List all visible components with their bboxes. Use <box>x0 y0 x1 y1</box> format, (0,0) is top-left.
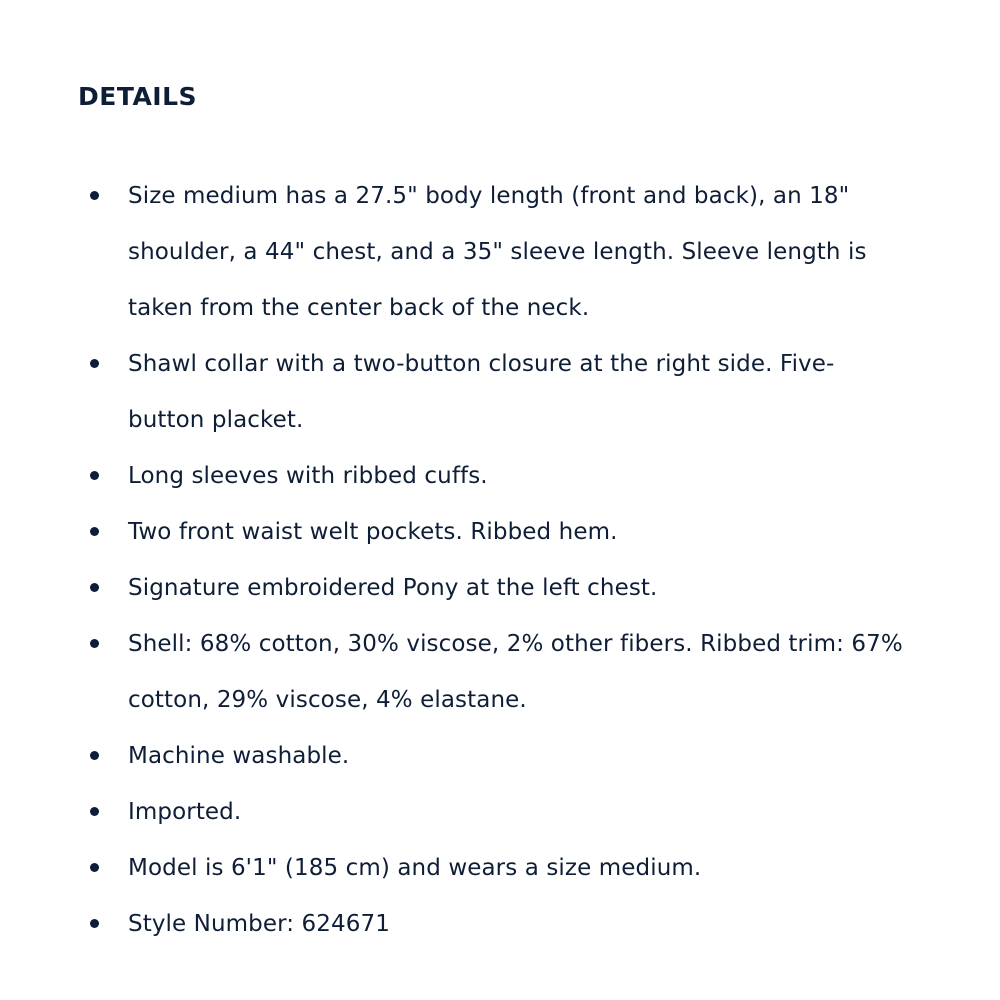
details-item-text: Machine washable. <box>128 743 350 769</box>
bullet-icon <box>90 359 99 368</box>
bullet-icon <box>90 751 99 760</box>
details-item-origin <box>78 784 908 840</box>
details-item-text: Long sleeves with ribbed cuffs. <box>128 463 488 489</box>
details-item-text: Shell: 68% cotton, 30% viscose, 2% other fibers. Ribbed trim: 67% cotton, 29% viscose, 4% elastane. <box>128 631 903 713</box>
details-item-care <box>78 728 908 784</box>
details-item-text: Imported. <box>128 799 242 825</box>
details-item-text: Two front waist welt pockets. Ribbed hem. <box>128 519 618 545</box>
details-item-pockets <box>78 504 908 560</box>
bullet-icon <box>90 919 99 928</box>
details-item-text: Model is 6'1" (185 cm) and wears a size medium. <box>128 855 702 881</box>
details-item-text: Shawl collar with a two-button closure at the right side. Five-button placket. <box>128 351 835 433</box>
details-item-text: Style Number: 624671 <box>128 911 390 937</box>
bullet-icon <box>90 639 99 648</box>
details-item-collar <box>78 336 908 448</box>
details-item-model <box>78 840 908 896</box>
details-item-sleeves <box>78 448 908 504</box>
bullet-icon <box>90 527 99 536</box>
bullet-icon <box>90 863 99 872</box>
details-item-style-number <box>78 896 908 952</box>
bullet-icon <box>90 583 99 592</box>
details-item-size <box>78 168 908 336</box>
bullet-icon <box>90 471 99 480</box>
bullet-icon <box>90 807 99 816</box>
details-item-text: Signature embroidered Pony at the left chest. <box>128 575 658 601</box>
details-item-fabric <box>78 616 908 728</box>
details-list <box>78 168 908 952</box>
details-item-text: Size medium has a 27.5" body length (front and back), an 18" shoulder, a 44" chest, and a 35" sleeve length. Sleeve length is taken from the center back of the neck. <box>128 183 867 321</box>
bullet-icon <box>90 191 99 200</box>
details-heading: DETAILS <box>78 82 198 111</box>
details-item-pony <box>78 560 908 616</box>
